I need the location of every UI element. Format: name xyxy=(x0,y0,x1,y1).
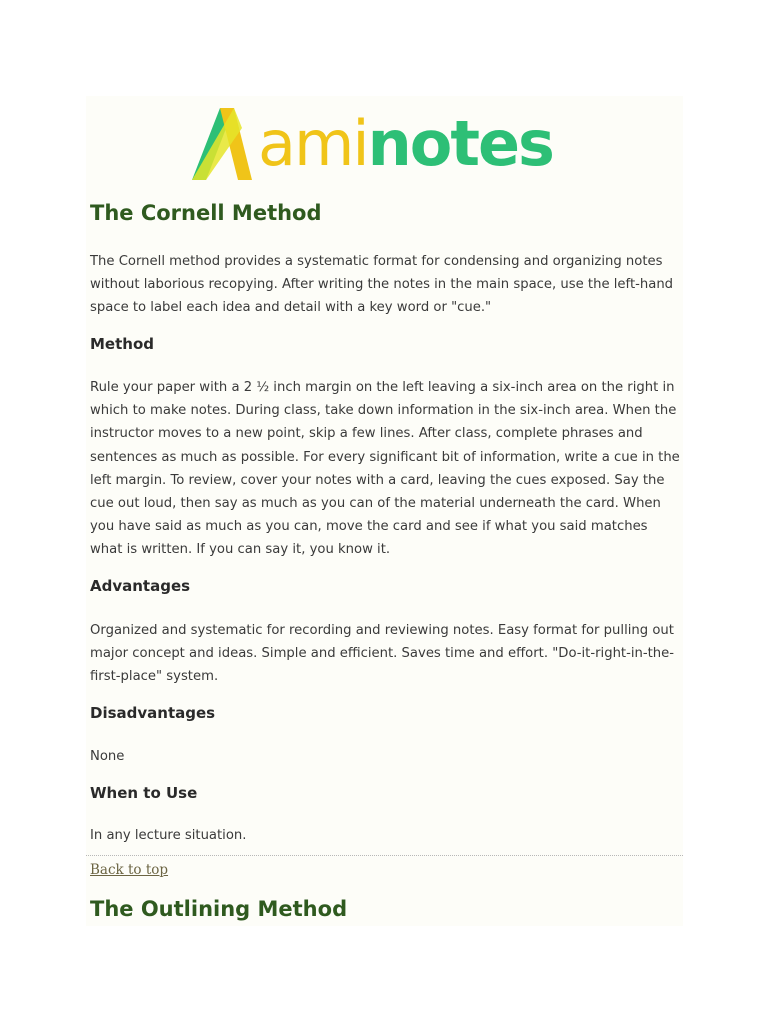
advantages-text: Organized and systematic for recording and reviewing notes. Easy format for pulling out major concept and ideas. Simple and efficient. Saves time and effort. "Do-it-right-in-the-first-place" system. xyxy=(90,623,675,685)
when-to-use-heading: When to Use xyxy=(90,784,198,802)
when-to-use-text: In any lecture situation. xyxy=(90,828,247,843)
advantages-heading: Advantages xyxy=(90,577,191,595)
logo-notes: notes xyxy=(367,107,553,180)
logo-ami: ami xyxy=(258,107,368,180)
method-heading: Method xyxy=(90,335,154,353)
cornell-intro: The Cornell method provides a systematic format for condensing and organizing notes without laborious recopying. After writing the notes in the main space, use the left-hand space to label each idea and detail with a key word or "cue." xyxy=(90,254,674,316)
method-text: Rule your paper with a 2 ½ inch margin on the left leaving a six-inch area on the right in which to make notes. During class, take down information in the six-inch area. When the instructor moves to a new point, skip a few lines. After class, complete phrases and sentences as much as possible. For every significant bit of information, write a cue in the left margin. To review, cover your notes with a card, leaving the cues exposed. Say the cue out loud, then say as much as you can of the material underneath the card. When you have said as much as you can, move the card and see if what you said matches what is written. If you can say it, you know it. xyxy=(90,380,680,558)
section-divider xyxy=(86,855,683,856)
disadvantages-heading: Disadvantages xyxy=(90,704,216,722)
outlining-title: The Outlining Method xyxy=(90,897,348,921)
disadvantages-text: None xyxy=(90,749,125,764)
back-to-top-link[interactable]: Back to top xyxy=(90,862,169,878)
cornell-title: The Cornell Method xyxy=(90,201,322,225)
logo-wordmark xyxy=(258,104,553,184)
